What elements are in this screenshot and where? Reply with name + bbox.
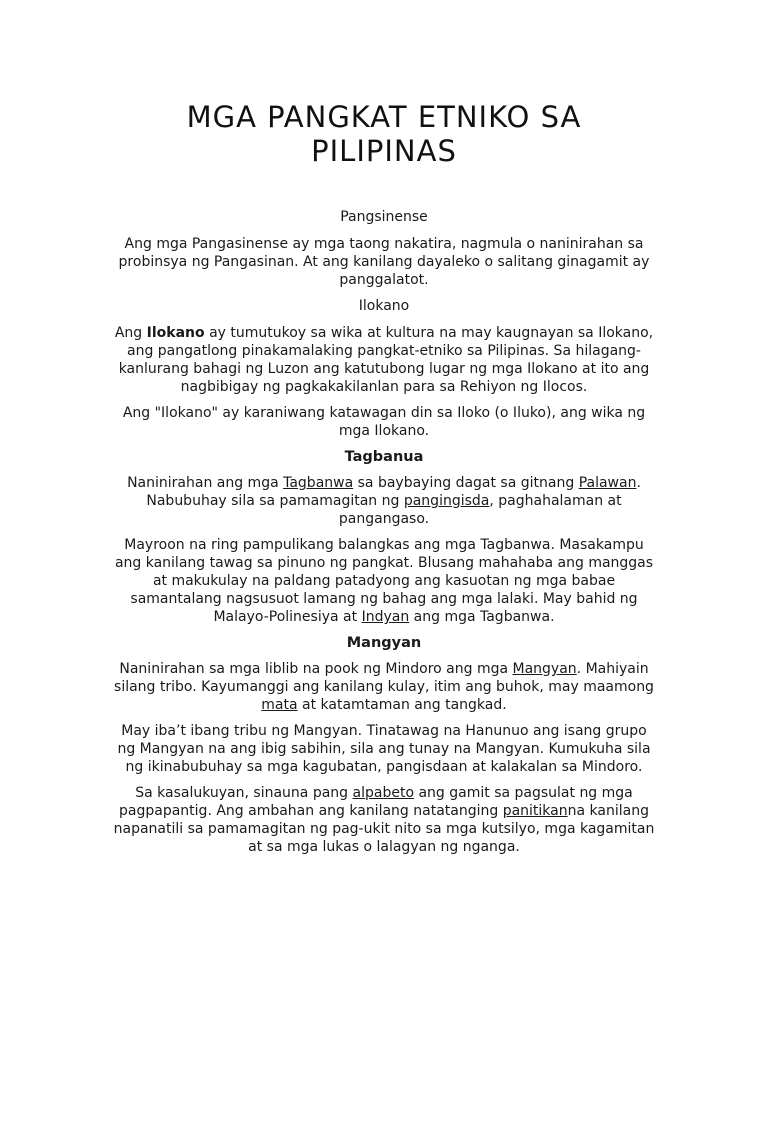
paragraph-mangyan-3: [112, 784, 656, 856]
text-run: sa baybaying dagat sa gitnang: [353, 475, 579, 491]
text-run: Naninirahan ang mga: [127, 475, 284, 491]
text-run: Naninirahan sa mga liblib na pook ng Mindoro ang mga: [119, 661, 513, 677]
text-run: ay tumutukoy sa wika at kultura na may kaugnayan sa Ilokano, ang pangatlong pinakamalaking pangkat-etniko sa Pilipinas. Sa hilagang-kanlurang bahagi ng Luzon ang katutubong lugar ng mga Ilokano at ito ang nagbibigay ng pagkakakilanlan para sa Rehiyon ng Ilocos.: [118, 325, 654, 395]
text-run: . Mahiyain silang tribo. Kayumanggi ang kanilang kulay, itim ang buhok, may maamong: [114, 661, 654, 695]
text-run: ang gamit sa pagsulat ng mga pagpapantig. Ang ambahan ang kanilang natatanging: [119, 785, 633, 819]
document-body: [112, 208, 656, 856]
link-indyan[interactable]: Indyan: [361, 609, 410, 625]
document-page: [0, 100, 768, 1124]
section-heading-ilokano: Ilokano: [358, 298, 410, 314]
page-title: MGA PANGKAT ETNIKO SA PILIPINAS: [186, 100, 582, 168]
bold-term-ilokano: Ilokano: [146, 325, 205, 341]
link-palawan[interactable]: Palawan: [578, 475, 637, 491]
text-run: Sa kasalukuyan, sinauna pang: [135, 785, 353, 801]
paragraph-ilokano-1: [112, 324, 656, 396]
text-run: na kanilang napanatili sa pamamagitan ng pag-ukit nito sa mga kutsilyo, mga kagamitan at sa mga lukas o lalagyan ng nganga.: [113, 803, 655, 855]
paragraph-tagbanua-2: [112, 536, 656, 626]
section-heading-pangasinense: Pangsinense: [340, 209, 428, 225]
text-run: , paghahalaman at pangangaso.: [338, 493, 622, 527]
text-run: . Nabubuhay sila sa pamamagitan ng: [146, 475, 641, 509]
paragraph-tagbanua-1: [112, 474, 656, 528]
section-heading-mangyan: Mangyan: [346, 635, 422, 651]
link-tagbanwa[interactable]: Tagbanwa: [283, 475, 354, 491]
paragraph-pangasinense: Ang mga Pangasinense ay mga taong nakatira, nagmula o naninirahan sa probinsya ng Pangasinan. At ang kanilang dayaleko o salitang ginagamit ay panggalatot.: [118, 236, 650, 288]
text-run: Ang: [114, 325, 147, 341]
link-pangingisda[interactable]: pangingisda: [403, 493, 490, 509]
link-mangyan[interactable]: Mangyan: [512, 661, 577, 677]
link-panitikan[interactable]: panitikan: [502, 803, 568, 819]
section-heading-tagbanua: Tagbanua: [344, 449, 424, 465]
text-run: Mayroon na ring pampulikang balangkas ang mga Tagbanwa. Masakampu ang kanilang tawag sa pinuno ng pangkat. Blusang mahahaba ang manggas at makukulay na paldang patadyong ang kasuotan ng mga babae samantalang nagsusuot lamang ng bahag ang mga lalaki. May bahid ng Malayo-Polinesiya at: [114, 537, 654, 625]
link-alpabeto[interactable]: alpabeto: [352, 785, 415, 801]
paragraph-mangyan-2: May iba’t ibang tribu ng Mangyan. Tinatawag na Hanunuo ang isang grupo ng Mangyan na ang ibig sabihin, sila ang tunay na Mangyan. Kumukuha sila ng ikinabubuhay sa mga kagubatan, pangisdaan at kalakalan sa Mindoro.: [117, 723, 651, 775]
paragraph-mangyan-1: [112, 660, 656, 714]
text-run: at katamtaman ang tangkad.: [297, 697, 507, 713]
paragraph-ilokano-2: Ang "Ilokano" ay karaniwang katawagan din sa Iloko (o Iluko), ang wika ng mga Ilokano.: [122, 405, 646, 439]
link-mata[interactable]: mata: [261, 697, 298, 713]
text-run: ang mga Tagbanwa.: [409, 609, 555, 625]
